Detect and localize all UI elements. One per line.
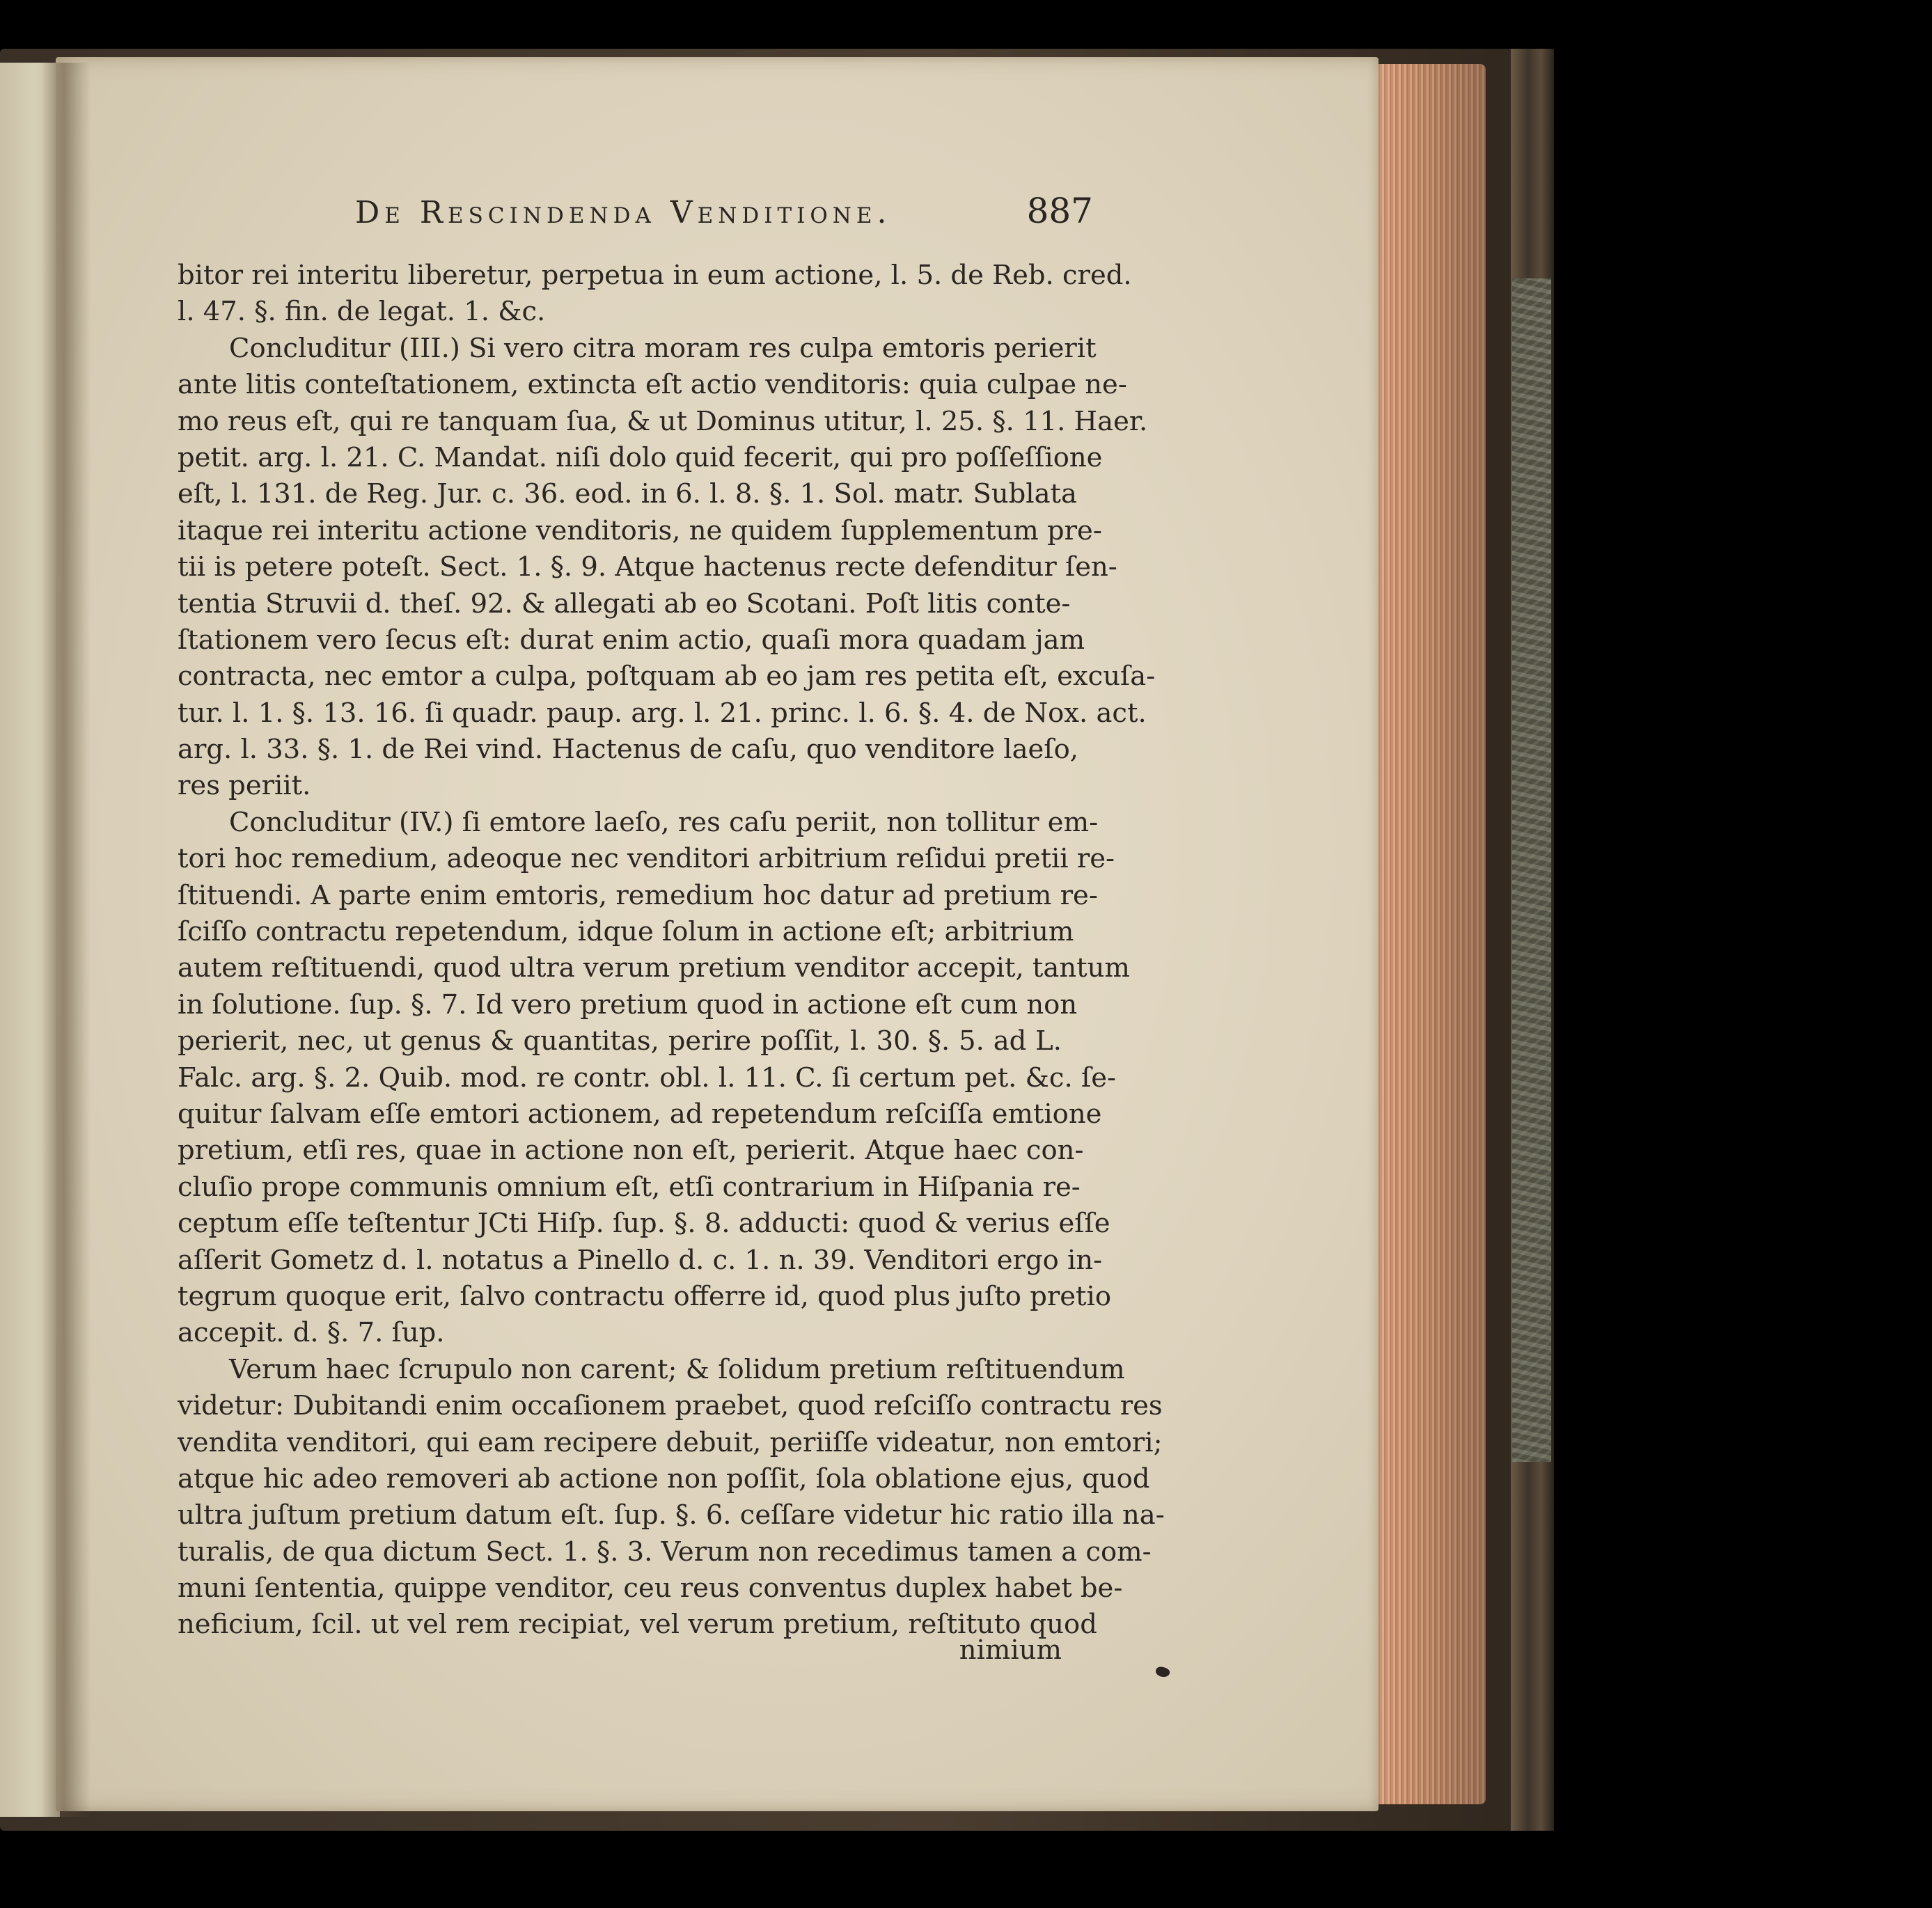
- marbled-cover-strip: [1512, 278, 1551, 1462]
- catchword: nimium: [959, 1634, 1062, 1666]
- text-line: vendita venditori, qui eam recipere debuit, periiſſe videatur, non emtori;: [178, 1426, 1163, 1458]
- text-line: ultra juſtum pretium datum eſt. ſup. §. 6. ceſſare videtur hic ratio illa na-: [178, 1499, 1165, 1531]
- text-line: perierit, nec, ut genus & quantitas, perire poſſit, l. 30. §. 5. ad L.: [178, 1025, 1062, 1057]
- text-line: ſciſſo contractu repetendum, idque ſolum in actione eſt; arbitrium: [178, 916, 1074, 948]
- page-gutter-shadow: [42, 63, 91, 1817]
- text-line: l. 47. §. fin. de legat. 1. &c.: [178, 296, 546, 328]
- page-number: 887: [1026, 191, 1093, 231]
- text-line: aſſerit Gometz d. l. notatus a Pinello d. c. 1. n. 39. Venditori ergo in-: [178, 1244, 1103, 1276]
- text-line: contracta, nec emtor a culpa, poſtquam ab eo jam res petita eſt, excuſa-: [178, 661, 1156, 693]
- text-line: autem reſtituendi, quod ultra verum pretium venditor accepit, tantum: [178, 952, 1130, 984]
- text-line: muni ſententia, quippe venditor, ceu reus conventus duplex habet be-: [178, 1572, 1123, 1605]
- text-line: ſtationem vero ſecus eſt: durat enim actio, quaſi mora quadam jam: [178, 624, 1085, 656]
- text-line: tegrum quoque erit, ſalvo contractu offerre id, quod plus juſto pretio: [178, 1280, 1111, 1312]
- text-line: neficium, ſcil. ut vel rem recipiat, vel verum pretium, reſtituto quod: [178, 1609, 1097, 1641]
- text-line: ante litis conteſtationem, extincta eſt actio venditoris: quia culpae ne-: [178, 369, 1127, 401]
- text-line: cluſio prope communis omnium eſt, etſi contrarium in Hiſpania re-: [178, 1171, 1081, 1203]
- body-text: [178, 258, 1165, 1643]
- text-line: tur. l. 1. §. 13. 16. ſi quadr. paup. arg. l. 21. princ. l. 6. §. 4. de Nox. act.: [178, 697, 1147, 729]
- text-line: tori hoc remedium, adeoque nec venditori arbitrium reſidui pretii re-: [178, 843, 1115, 875]
- text-line: mo reus eſt, qui re tanquam ſua, & ut Dominus utitur, l. 25. §. 11. Haer.: [178, 405, 1148, 437]
- text-line: accepit. d. §. 7. ſup.: [178, 1317, 445, 1349]
- text-line: tii is petere poteſt. Sect. 1. §. 9. Atque hactenus recte defenditur ſen-: [178, 551, 1117, 583]
- text-line: petit. arg. l. 21. C. Mandat. niſi dolo quid fecerit, qui pro poſſeſſione: [178, 441, 1103, 473]
- text-line: pretium, etſi res, quae in actione non eſt, perierit. Atque haec con-: [178, 1135, 1084, 1167]
- text-line: Concluditur (III.) Si vero citra moram res culpa emtoris perierit: [229, 332, 1097, 364]
- text-line: Concluditur (IV.) ſi emtore laeſo, res caſu periit, non tollitur em-: [229, 806, 1099, 838]
- text-line: ſtituendi. A parte enim emtoris, remedium hoc datur ad pretium re-: [178, 879, 1098, 911]
- text-line: videtur: Dubitandi enim occaſionem praebet, quod reſciſſo contractu res: [178, 1390, 1163, 1422]
- text-line: ceptum eſſe teſtentur JCti Hiſp. ſup. §. 8. adducti: quod & verius eſſe: [178, 1208, 1110, 1240]
- text-line: tentia Struvii d. theſ. 92. & allegati ab eo Scotani. Poſt litis conte-: [178, 588, 1071, 620]
- text-line: Falc. arg. §. 2. Quib. mod. re contr. obl. l. 11. C. ſi certum pet. &c. ſe-: [178, 1062, 1116, 1094]
- text-line: quitur ſalvam eſſe emtori actionem, ad repetendum reſciſſa emtione: [178, 1098, 1102, 1130]
- text-line: turalis, de qua dictum Sect. 1. §. 3. Verum non recedimus tamen a com-: [178, 1536, 1152, 1568]
- text-line: arg. l. 33. §. 1. de Rei vind. Hactenus de caſu, quo venditore laeſo,: [178, 734, 1078, 766]
- text-line: atque hic adeo removeri ab actione non poſſit, ſola oblatione ejus, quod: [178, 1462, 1150, 1495]
- text-line: itaque rei interitu actione venditoris, ne quidem ſupplementum pre-: [178, 514, 1102, 546]
- catchword-row: [178, 1632, 1062, 1669]
- fore-edge-shading: [1363, 64, 1486, 1804]
- running-title: De Rescindenda Venditione.: [355, 195, 892, 230]
- text-line: bitor rei interitu liberetur, perpetua in eum actione, l. 5. de Reb. cred.: [178, 260, 1132, 291]
- text-line: in ſolutione. ſup. §. 7. Id vero pretium quod in actione eſt cum non: [178, 988, 1078, 1020]
- text-line: res periit.: [178, 770, 311, 802]
- page-header: [355, 191, 1093, 237]
- text-line: eſt, l. 131. de Reg. Jur. c. 36. eod. in 6. l. 8. §. 1. Sol. matr. Sublata: [178, 478, 1077, 510]
- text-line: Verum haec ſcrupulo non carent; & ſolidum pretium reſtituendum: [229, 1353, 1125, 1385]
